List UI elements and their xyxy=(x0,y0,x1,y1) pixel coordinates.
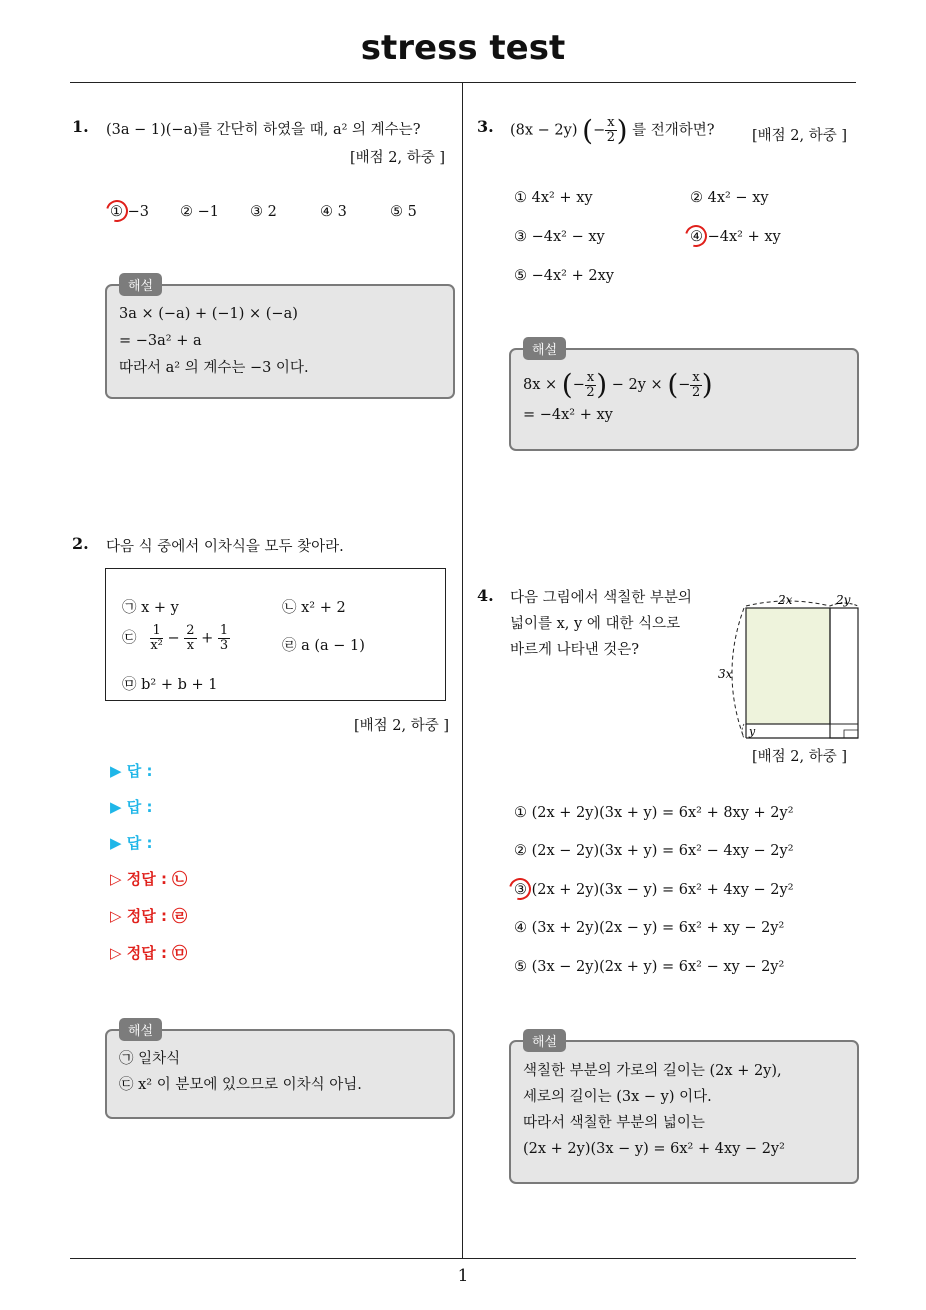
question-stem-line: 바르게 나타낸 것은? xyxy=(510,642,640,658)
expression-item: ㉡ x² + 2 xyxy=(282,600,346,616)
fraction-denominator: x xyxy=(186,638,195,653)
choice-3[interactable]: ③ −4x² − xy xyxy=(514,229,605,245)
choice-2[interactable]: ② −1 xyxy=(180,204,219,220)
page-number: 1 xyxy=(457,1266,469,1286)
solution-line: 세로의 길이는 (3x − y) 이다. xyxy=(523,1089,712,1105)
fraction-denominator: 2 xyxy=(606,130,616,145)
page-title: stress test xyxy=(360,28,566,68)
choice-1[interactable]: ① (2x + 2y)(3x + y) = 6x² + 8xy + 2y² xyxy=(514,805,794,821)
choice-3[interactable]: ③ 2 xyxy=(250,204,277,220)
question-number: 2. xyxy=(72,534,89,553)
choice-4[interactable]: ④ (3x + 2y)(2x − y) = 6x² + xy − 2y² xyxy=(514,920,785,936)
left-brace xyxy=(732,608,744,738)
header-rule xyxy=(70,82,856,83)
solution-line: = −3a² + a xyxy=(119,333,202,349)
area-figure xyxy=(712,588,862,740)
correct-answer: ▷ 정답 : ㉣ xyxy=(110,907,188,925)
expression-item: ㉠ x + y xyxy=(122,600,179,616)
choice-5[interactable]: ⑤ 5 xyxy=(390,204,417,220)
choice-2[interactable]: ② (2x − 2y)(3x + y) = 6x² − 4xy − 2y² xyxy=(514,843,794,859)
choice-2[interactable]: ② 4x² − xy xyxy=(690,190,769,206)
fraction-numerator: x xyxy=(607,115,615,130)
question-stem: 다음 식 중에서 이차식을 모두 찾아라. xyxy=(106,539,344,555)
choice-5[interactable]: ⑤ (3x − 2y)(2x + y) = 6x² − xy − 2y² xyxy=(514,959,785,975)
solution-line: ㉢ x² 이 분모에 있으므로 이차식 아님. xyxy=(119,1077,362,1093)
choice-4[interactable]: ④ 3 xyxy=(320,204,347,220)
solution-line: 3a × (−a) + (−1) × (−a) xyxy=(119,306,298,322)
question-meta: [배점 2, 하중 ] xyxy=(752,128,848,144)
fraction-denominator: x² xyxy=(150,638,163,653)
choice-4[interactable]: ④ −4x² + xy xyxy=(690,229,781,245)
question-stem-line: 다음 그림에서 색칠한 부분의 xyxy=(510,590,692,606)
question-stem: (3a − 1)(−a)를 간단히 하였을 때, a² 의 계수는? xyxy=(106,122,421,138)
choice-3[interactable]: ③ (2x + 2y)(3x − y) = 6x² + 4xy − 2y² xyxy=(514,882,794,898)
solution-tag: 해설 xyxy=(523,1029,566,1052)
solution-part: − 2y × xyxy=(611,377,663,393)
operator: − xyxy=(167,630,180,647)
expression-item: ㉣ a (a − 1) xyxy=(282,638,365,654)
fraction-numerator: 1 xyxy=(150,624,163,639)
question-number: 4. xyxy=(477,586,494,605)
correct-answer: ▷ 정답 : ㉡ xyxy=(110,870,188,888)
footer-rule xyxy=(70,1258,856,1259)
column-divider xyxy=(462,82,463,1259)
solution-line: 따라서 색칠한 부분의 넓이는 xyxy=(523,1115,705,1131)
fraction-numerator: 2 xyxy=(186,623,195,638)
solution-line: 따라서 a² 의 계수는 −3 이다. xyxy=(119,360,309,376)
selected-answer-mark xyxy=(681,221,711,251)
label-top-left: 2x xyxy=(778,593,793,607)
question-stem: (8x − 2y) (− $\frac{x}{2}$ ) 를 전개하면? xyxy=(510,114,715,147)
answer-prompt[interactable]: ▶ 답 : xyxy=(110,834,153,852)
solution-line: ㉠ 일차식 xyxy=(119,1051,181,1067)
expression-item: ㉤ b² + b + 1 xyxy=(122,677,218,693)
choice-1[interactable]: ① 4x² + xy xyxy=(514,190,593,206)
correct-answer: ▷ 정답 : ㉤ xyxy=(110,944,188,962)
solution-tag: 해설 xyxy=(119,1018,162,1041)
question-meta: [배점 2, 하중 ] xyxy=(354,718,450,734)
solution-tag: 해설 xyxy=(119,273,162,296)
right-strip xyxy=(830,608,858,738)
solution-line: (2x + 2y)(3x − y) = 6x² + 4xy − 2y² xyxy=(523,1141,785,1157)
question-meta: [배점 2, 하중 ] xyxy=(752,749,848,765)
question-number: 3. xyxy=(477,117,494,136)
question-stem-line: 넓이를 x, y 에 대한 식으로 xyxy=(510,616,681,632)
solution-part: 8x × xyxy=(523,377,558,393)
operator: + xyxy=(201,630,214,647)
choice-5[interactable]: ⑤ −4x² + 2xy xyxy=(514,268,614,284)
fraction-numerator: 1 xyxy=(219,623,229,638)
shaded-region xyxy=(746,608,830,724)
stem-part: 를 전개하면? xyxy=(632,122,715,139)
stem-part: − xyxy=(593,122,606,139)
solution-line: = −4x² + xy xyxy=(523,407,613,423)
item-mark: ㉢ xyxy=(122,630,137,647)
label-top-right: 2y xyxy=(836,593,851,607)
selected-answer-mark xyxy=(505,874,535,904)
solution-line: 색칠한 부분의 가로의 길이는 (2x + 2y), xyxy=(523,1063,782,1079)
solution-line: 8x × (− $\frac{x}{2}$ ) − 2y × (− $\frac{x}{2}$ ) xyxy=(523,368,713,401)
choice-1[interactable]: ① −3 xyxy=(110,204,149,220)
solution-tag: 해설 xyxy=(523,337,566,360)
stem-part: (8x − 2y) xyxy=(510,122,578,139)
expression-item-fraction xyxy=(122,624,230,653)
answer-prompt[interactable]: ▶ 답 : xyxy=(110,798,153,816)
label-inner: y xyxy=(749,725,756,738)
question-meta: [배점 2, 하중 ] xyxy=(350,150,446,166)
selected-answer-mark xyxy=(102,196,132,226)
question-number: 1. xyxy=(72,117,89,136)
label-left: 3x xyxy=(718,667,733,681)
fraction-denominator: 3 xyxy=(219,638,229,653)
answer-prompt[interactable]: ▶ 답 : xyxy=(110,762,153,780)
